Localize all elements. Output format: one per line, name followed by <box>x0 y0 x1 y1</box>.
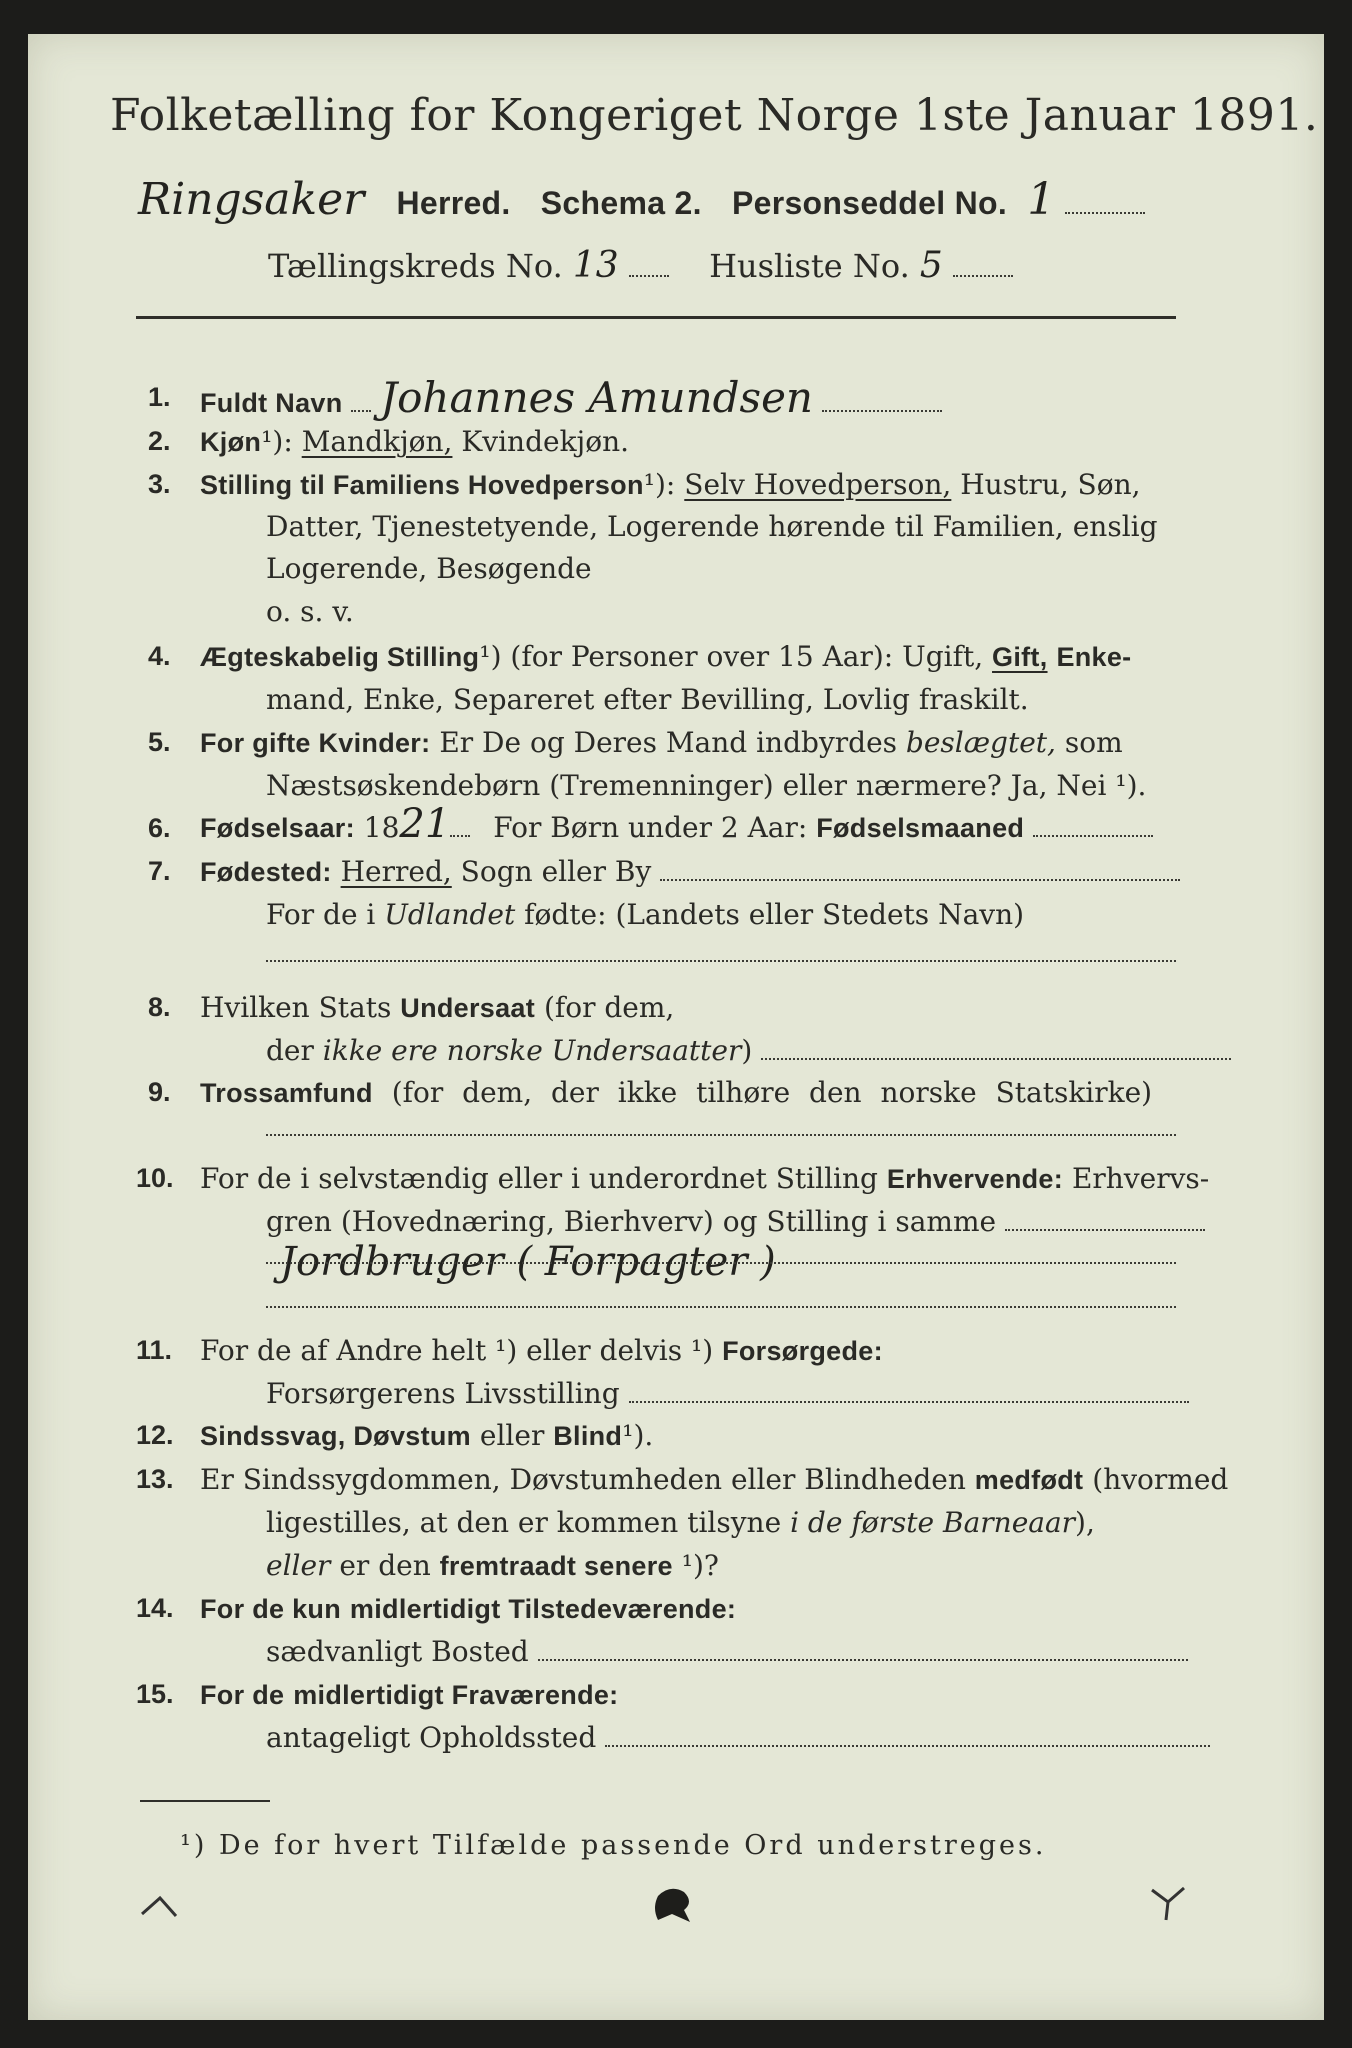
q11-label: Forsørgede: <box>722 1336 883 1366</box>
q7-line1 <box>200 854 1180 890</box>
q11-line1 <box>200 1333 883 1369</box>
q14-dots <box>538 1641 1188 1661</box>
q14-number: 14. <box>136 1593 174 1623</box>
q10-blank-line <box>266 1306 1176 1308</box>
q10-text: For de i selvstændig eller i underordnet Stilling <box>200 1162 878 1195</box>
q3-sup: ¹): <box>643 468 676 501</box>
q5-text: Er De og Deres Mand indbyrdes <box>439 726 898 759</box>
q12-sup: ¹). <box>622 1419 654 1452</box>
q12-row <box>200 1418 653 1454</box>
q7-selected: Herred, <box>340 855 452 888</box>
kreds-label: Tællingskreds No. <box>268 247 563 285</box>
q3-line2: Datter, Tjenestetyende, Logerende hørende til Familien, enslig <box>266 510 1158 543</box>
q12-text: eller <box>479 1419 545 1452</box>
q4-selected: Gift, <box>992 642 1048 672</box>
q8-text: Hvilken Stats <box>200 991 392 1024</box>
q8-line1 <box>200 990 674 1026</box>
q11-dots <box>629 1383 1189 1403</box>
q7-dots <box>660 861 1180 881</box>
footnote: ¹) De for hvert Tilfælde passende Ord understreges. <box>180 1830 1047 1861</box>
q2-number: 2. <box>148 426 171 456</box>
q3-rest: Hustru, Søn, <box>960 468 1141 501</box>
q13-line3-italic: eller <box>266 1549 331 1582</box>
q13-line3a: er den <box>339 1549 431 1582</box>
q4-sup: ¹) <box>479 640 502 673</box>
q9-label: Trossamfund <box>200 1078 373 1108</box>
q5-label: For gifte Kvinder: <box>200 728 431 758</box>
kreds-dots <box>629 257 669 277</box>
q10-number: 10. <box>136 1163 174 1193</box>
q1-dots-a <box>351 392 371 412</box>
q7-line2 <box>266 897 1024 933</box>
q13-line2-italic: i de første Barneaar <box>790 1506 1076 1539</box>
q7-line2b: fødte: (Landets eller Stedets Navn) <box>524 898 1025 931</box>
q4-text: (for Personer over 15 Aar): Ugift, <box>510 640 984 673</box>
q6-dots-b <box>1033 817 1153 837</box>
q13-line3 <box>266 1548 719 1584</box>
q13-number: 13. <box>136 1464 174 1494</box>
q3-label: Stilling til Familiens Hovedperson <box>200 470 644 500</box>
q8-line2a: der <box>266 1034 314 1067</box>
q7-number: 7. <box>148 856 171 886</box>
kreds-line <box>268 246 1013 286</box>
q6-label2: Fødselsmaaned <box>816 813 1025 843</box>
q11-line2 <box>266 1376 1189 1412</box>
q13-line2 <box>266 1505 1095 1541</box>
q7-blank-line <box>266 960 1176 962</box>
q10-value-line <box>266 1262 1176 1264</box>
q12-label: Sindssvag, Døvstum <box>200 1421 471 1451</box>
q2-option-male: Mandkjøn, <box>301 425 453 458</box>
q4-line1 <box>200 639 1131 675</box>
q14-line2-text: sædvanligt Bosted <box>266 1635 529 1668</box>
q14-line2 <box>266 1634 1188 1670</box>
q6-row <box>200 801 1153 847</box>
q6-number: 6. <box>148 813 171 843</box>
q8-dots <box>761 1040 1231 1060</box>
q3-line1 <box>200 467 1141 503</box>
q13-text: Er Sindssygdommen, Døvstumheden eller Blindheden <box>200 1463 966 1496</box>
q15-dots <box>605 1727 1210 1747</box>
q8-text2: (for dem, <box>543 991 675 1024</box>
q6-label: Fødselsaar: <box>200 813 355 843</box>
ink-blot-icon <box>650 1884 696 1924</box>
q10-label: Erhvervende: <box>886 1164 1064 1194</box>
personseddel-label: Personseddel No. <box>731 185 1008 221</box>
q8-line2-italic: ikke ere norske Undersaatter <box>322 1034 742 1067</box>
q1-row <box>200 373 942 422</box>
q9-blank-line <box>266 1134 1176 1136</box>
q12-label2: Blind <box>553 1421 623 1451</box>
q10-line2-text: gren (Hovednæring, Bierhverv) og Stilling i samme <box>266 1205 997 1238</box>
q1-dots-b <box>822 392 942 412</box>
q6-prefix: 18 <box>363 811 400 844</box>
form-title: Folketælling for Kongeriget Norge 1ste Januar 1891. <box>110 90 1319 141</box>
q10-text2: Erhvervs- <box>1071 1162 1210 1195</box>
q2-label: Kjøn <box>200 427 262 457</box>
q10-dots <box>1005 1211 1205 1231</box>
q7-text: Sogn eller By <box>460 855 652 888</box>
q10-line2 <box>266 1204 1205 1240</box>
herred-label: Herred. <box>396 185 511 221</box>
q5-text2: som <box>1064 726 1123 759</box>
q10-value: Jordbruger ( Forpagter ) <box>280 1239 776 1285</box>
q3-line4: o. s. v. <box>266 595 354 628</box>
herred-line <box>138 174 1145 225</box>
q9-number: 9. <box>148 1077 171 1107</box>
q1-label: Fuldt Navn <box>200 388 343 418</box>
q5-italic: beslægtet, <box>905 726 1056 759</box>
q2-option-female: Kvindekjøn. <box>461 425 630 458</box>
q13-line3c: ¹)? <box>681 1549 719 1582</box>
header-rule <box>136 316 1176 319</box>
q11-number: 11. <box>136 1335 173 1365</box>
q8-line2 <box>266 1033 1231 1069</box>
husliste-value: 5 <box>919 245 943 286</box>
q15-line1 <box>200 1677 618 1713</box>
q13-line2b: ), <box>1075 1506 1095 1539</box>
q7-line2-italic: Udlandet <box>384 898 516 931</box>
q10-line1 <box>200 1161 1209 1197</box>
q13-line3-bold: fremtraadt senere <box>439 1551 673 1581</box>
q6-value: 21 <box>399 801 451 847</box>
kreds-value: 13 <box>572 245 619 286</box>
corner-mark-right-icon <box>1148 1884 1188 1924</box>
q2-row <box>200 424 629 460</box>
q6-text: For Børn under 2 Aar: <box>493 811 808 844</box>
q9-text: (for dem, der ikke tilhøre den norske Statskirke) <box>391 1076 1153 1109</box>
q4-number: 4. <box>148 641 171 671</box>
q15-line2 <box>266 1720 1210 1756</box>
q13-text2: (hvormed <box>1092 1463 1229 1496</box>
q15-label: midlertidigt Fraværende: <box>293 1680 619 1710</box>
q14-line1 <box>200 1591 736 1627</box>
q1-number: 1. <box>148 382 171 412</box>
q14-label: midlertidigt Tilstedeværende: <box>349 1594 737 1624</box>
q7-label: Fødested: <box>200 857 332 887</box>
q6-dots-a <box>450 817 470 837</box>
q11-text: For de af Andre helt ¹) eller delvis ¹) <box>200 1334 714 1367</box>
footnote-rule <box>140 1800 270 1802</box>
q9-row <box>200 1075 1152 1111</box>
q15-number: 15. <box>136 1679 174 1709</box>
personseddel-value: 1 <box>1027 174 1056 225</box>
q8-line2b: ) <box>741 1034 753 1067</box>
q15-text: For de <box>200 1680 285 1710</box>
q3-line3: Logerende, Besøgende <box>266 552 592 585</box>
q12-number: 12. <box>136 1420 174 1450</box>
q5-line1 <box>200 725 1123 761</box>
q4-label: Ægteskabelig Stilling <box>200 642 480 672</box>
q13-line1 <box>200 1462 1228 1498</box>
q14-text: For de kun <box>200 1594 342 1624</box>
q2-sup: ¹): <box>261 425 293 458</box>
q15-line2-text: antageligt Opholdssted <box>266 1721 597 1754</box>
personseddel-dots <box>1065 194 1145 214</box>
husliste-dots <box>953 257 1013 277</box>
corner-mark-left-icon <box>140 1890 180 1920</box>
q5-number: 5. <box>148 727 171 757</box>
herred-value: Ringsaker <box>138 174 365 225</box>
q4-line2: mand, Enke, Separeret efter Bevilling, Lovlig fraskilt. <box>266 683 1029 716</box>
q3-number: 3. <box>148 469 171 499</box>
q8-number: 8. <box>148 992 171 1022</box>
q8-label: Undersaat <box>400 993 536 1023</box>
husliste-label: Husliste No. <box>709 247 910 285</box>
schema-label: Schema 2. <box>540 185 702 221</box>
q3-selected: Selv Hovedperson, <box>684 468 952 501</box>
q5-line2: Næstsøskendebørn (Tremenninger) eller nærmere? Ja, Nei ¹). <box>266 769 1147 802</box>
q7-line2a: For de i <box>266 898 376 931</box>
q4-text2: Enke- <box>1056 642 1132 672</box>
q13-label: medfødt <box>974 1465 1084 1495</box>
q11-line2-text: Forsørgerens Livsstilling <box>266 1377 620 1410</box>
q1-value: Johannes Amundsen <box>380 373 813 422</box>
q13-line2a: ligestilles, at den er kommen tilsyne <box>266 1506 782 1539</box>
